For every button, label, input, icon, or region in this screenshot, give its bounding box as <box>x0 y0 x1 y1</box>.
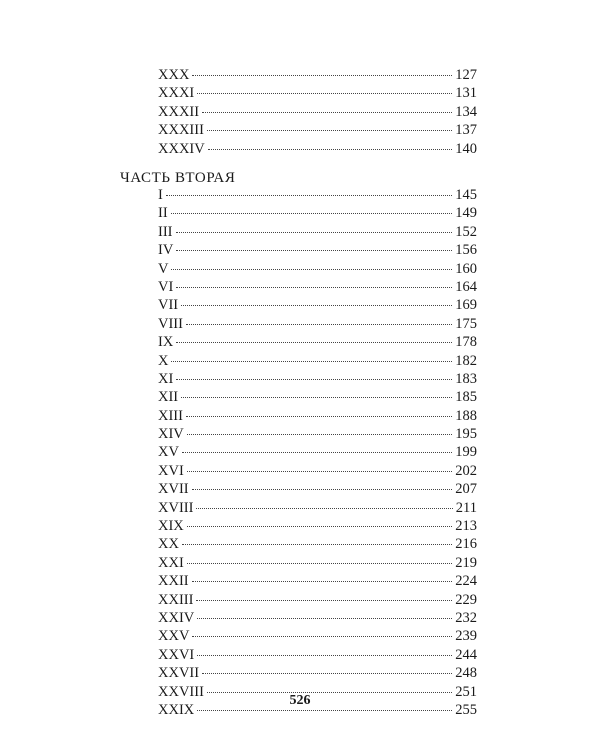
chapter-numeral: XXIX <box>158 701 195 718</box>
chapter-numeral: XX <box>158 536 179 553</box>
chapter-page-number: 195 <box>455 426 477 443</box>
dot-leader <box>197 93 452 94</box>
chapter-numeral: XXI <box>158 554 184 571</box>
chapter-page-number: 248 <box>455 665 477 682</box>
chapter-page-number: 164 <box>455 278 477 295</box>
chapter-numeral: III <box>158 223 173 240</box>
toc-entry <box>158 66 477 84</box>
toc-entry <box>158 407 477 425</box>
chapter-numeral: IV <box>158 242 174 259</box>
chapter-page-number: 175 <box>455 315 477 332</box>
toc-entry <box>158 572 477 590</box>
toc-entry <box>158 388 477 406</box>
chapter-page-number: 145 <box>455 187 477 203</box>
dot-leader <box>176 287 452 288</box>
chapter-numeral: VIII <box>158 315 183 332</box>
dot-leader <box>187 471 452 472</box>
toc-continued-list <box>158 66 477 158</box>
chapter-page-number: 239 <box>455 628 477 645</box>
page-number: 526 <box>289 693 311 708</box>
chapter-numeral: X <box>158 352 169 369</box>
chapter-numeral: XIV <box>158 426 184 443</box>
toc-entry <box>158 278 477 296</box>
chapter-page-number: 207 <box>455 481 477 498</box>
toc-entry <box>158 517 477 535</box>
dot-leader <box>176 232 453 233</box>
chapter-page-number: 182 <box>455 352 477 369</box>
chapter-page-number: 211 <box>455 499 477 516</box>
dot-leader <box>207 130 452 131</box>
chapter-page-number: 216 <box>455 536 477 553</box>
toc-entry <box>158 333 477 351</box>
chapter-page-number: 244 <box>455 646 477 663</box>
chapter-page-number: 178 <box>455 334 477 351</box>
chapter-page-number: 188 <box>455 407 477 424</box>
chapter-page-number: 137 <box>455 122 477 139</box>
chapter-numeral: XIX <box>158 518 184 535</box>
chapter-page-number: 255 <box>455 701 477 718</box>
toc-entry <box>158 425 477 443</box>
toc-entry <box>158 443 477 461</box>
chapter-page-number: 232 <box>455 609 477 626</box>
chapter-numeral: V <box>158 260 169 277</box>
chapter-numeral: XXIV <box>158 609 195 626</box>
chapter-page-number: 213 <box>455 518 477 535</box>
dot-leader <box>208 149 453 150</box>
toc-entry <box>158 223 477 241</box>
toc-entry <box>158 535 477 553</box>
toc-entry <box>158 296 477 314</box>
dot-leader <box>202 673 452 674</box>
dot-leader <box>192 581 453 582</box>
chapter-numeral: II <box>158 205 168 222</box>
toc-entry <box>158 103 477 121</box>
chapter-numeral: XXIII <box>158 591 194 608</box>
dot-leader <box>171 213 453 214</box>
toc-entry <box>158 664 477 682</box>
toc-entry <box>158 499 477 517</box>
dot-leader <box>187 434 452 435</box>
chapter-numeral: I <box>158 187 163 203</box>
toc-entry <box>158 315 477 333</box>
chapter-numeral: XXVIII <box>158 683 204 700</box>
dot-leader <box>197 618 452 619</box>
dot-leader <box>192 75 452 76</box>
dot-leader <box>181 397 452 398</box>
dot-leader <box>176 250 452 251</box>
chapter-page-number: 202 <box>455 462 477 479</box>
toc-entry <box>158 462 477 480</box>
toc-entry <box>158 352 477 370</box>
toc-part-two-list <box>158 186 477 719</box>
toc-entry <box>158 609 477 627</box>
chapter-page-number: 156 <box>455 242 477 259</box>
chapter-page-number: 251 <box>455 683 477 700</box>
chapter-numeral: XV <box>158 444 179 461</box>
part-two-heading: ЧАСТЬ ВТОРАЯ <box>120 170 236 186</box>
dot-leader <box>196 600 452 601</box>
dot-leader <box>197 655 452 656</box>
dot-leader <box>176 379 452 380</box>
chapter-page-number: 185 <box>455 389 477 406</box>
chapter-numeral: XXXI <box>158 85 195 102</box>
chapter-page-number: 134 <box>455 103 477 120</box>
dot-leader <box>171 269 452 270</box>
dot-leader <box>187 563 452 564</box>
chapter-page-number: 131 <box>455 85 477 102</box>
toc-entry <box>158 140 477 158</box>
toc-entry <box>158 627 477 645</box>
dot-leader <box>166 195 452 196</box>
chapter-page-number: 140 <box>455 140 477 157</box>
chapter-numeral: XVIII <box>158 499 194 516</box>
toc-entry <box>158 241 477 259</box>
chapter-numeral: XXV <box>158 628 190 645</box>
dot-leader <box>197 710 452 711</box>
toc-entry <box>158 204 477 222</box>
chapter-numeral: XXXIII <box>158 122 204 139</box>
dot-leader <box>176 342 452 343</box>
dot-leader <box>187 526 452 527</box>
chapter-numeral: XII <box>158 389 179 406</box>
chapter-numeral: XIII <box>158 407 183 424</box>
dot-leader <box>171 361 452 362</box>
toc-entry <box>158 554 477 572</box>
chapter-numeral: XVII <box>158 481 189 498</box>
dot-leader <box>182 452 452 453</box>
toc-entry <box>158 84 477 102</box>
dot-leader <box>186 324 452 325</box>
toc-entry <box>158 480 477 498</box>
dot-leader <box>182 544 452 545</box>
chapter-numeral: IX <box>158 334 174 351</box>
chapter-numeral: XXII <box>158 573 189 590</box>
chapter-page-number: 219 <box>455 554 477 571</box>
toc-entry <box>158 370 477 388</box>
dot-leader <box>181 305 452 306</box>
chapter-numeral: XVI <box>158 462 184 479</box>
chapter-numeral: XI <box>158 370 174 387</box>
chapter-page-number: 224 <box>455 573 477 590</box>
dot-leader <box>202 112 452 113</box>
chapter-page-number: 152 <box>455 223 477 240</box>
chapter-page-number: 199 <box>455 444 477 461</box>
chapter-numeral: XXX <box>158 67 190 83</box>
toc-entry <box>158 591 477 609</box>
chapter-page-number: 229 <box>455 591 477 608</box>
toc-entry <box>158 646 477 664</box>
dot-leader <box>192 636 452 637</box>
toc-entry <box>158 121 477 139</box>
chapter-numeral: XXVI <box>158 646 195 663</box>
chapter-page-number: 169 <box>455 297 477 314</box>
chapter-numeral: VII <box>158 297 179 314</box>
dot-leader <box>196 508 452 509</box>
dot-leader <box>186 416 452 417</box>
chapter-page-number: 127 <box>455 67 477 83</box>
toc-entry <box>158 186 477 204</box>
chapter-page-number: 160 <box>455 260 477 277</box>
chapter-numeral: XXXIV <box>158 140 205 157</box>
chapter-page-number: 149 <box>455 205 477 222</box>
chapter-numeral: XXXII <box>158 103 200 120</box>
toc-entry <box>158 260 477 278</box>
chapter-page-number: 183 <box>455 370 477 387</box>
chapter-numeral: XXVII <box>158 665 200 682</box>
chapter-numeral: VI <box>158 278 174 295</box>
dot-leader <box>192 489 453 490</box>
